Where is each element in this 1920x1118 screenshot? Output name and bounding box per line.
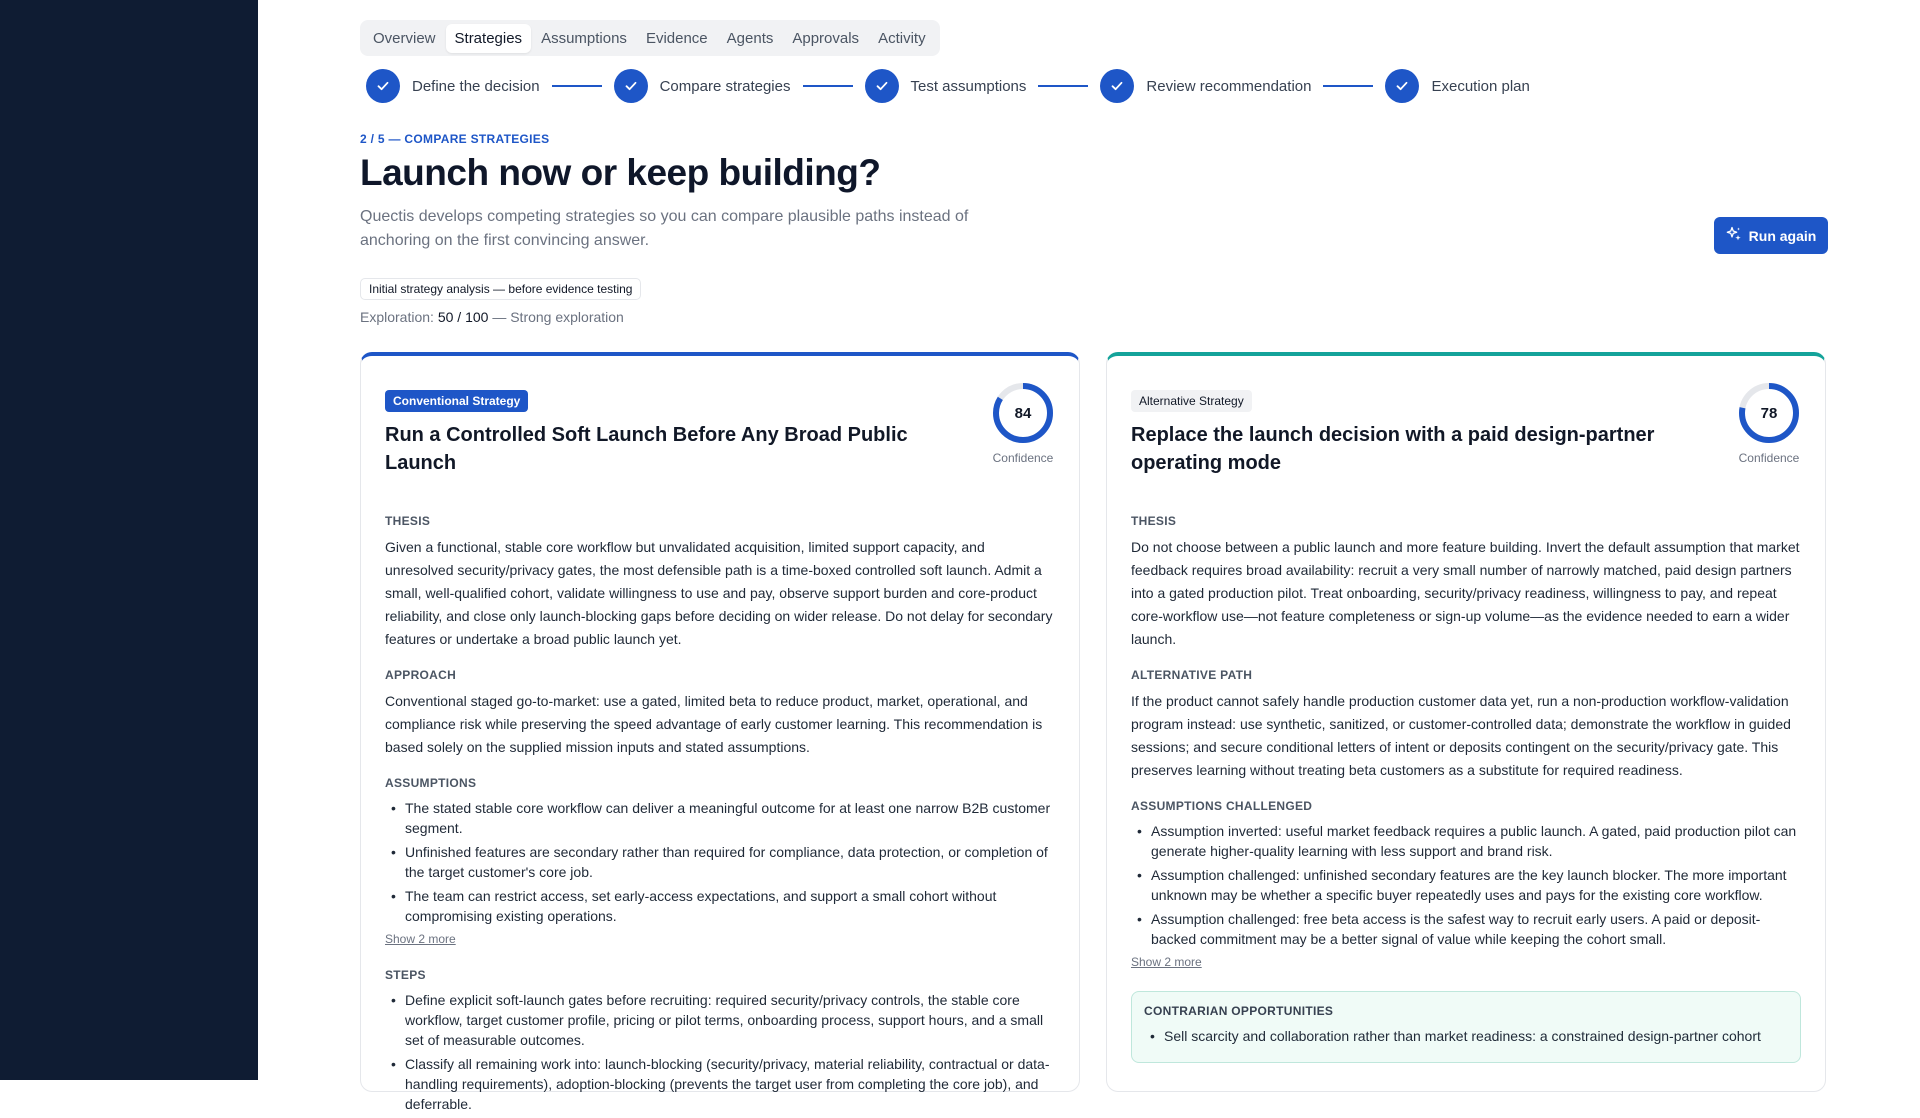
confidence-label: Confidence — [992, 451, 1054, 465]
section-heading: THESIS — [385, 514, 431, 528]
strategy-body — [1131, 514, 1801, 1063]
step-review-recommendation[interactable] — [1100, 69, 1311, 103]
exploration-description: — Strong exploration — [492, 309, 624, 325]
exploration-score — [360, 309, 624, 325]
step-label: Define the decision — [412, 77, 540, 95]
list-item: • Unfinished features are secondary rather than required for compliance, data protection, or completion of the target customer's core job. — [385, 842, 1055, 882]
strategy-card-conventional — [360, 352, 1080, 1112]
step-label: Review recommendation — [1146, 77, 1312, 95]
step-label: Execution plan — [1431, 77, 1530, 95]
section-heading: STEPS — [385, 968, 426, 982]
confidence-value: 78 — [1760, 404, 1778, 422]
step-label: Test assumptions — [910, 77, 1027, 95]
analysis-status-chip: Initial strategy analysis — before evidence testing — [360, 278, 641, 300]
approach-text: Conventional staged go-to-market: use a gated, limited beta to reduce product, market, operational, and compliance risk while preserving the speed advantage of early customer learning. This recommendation is based solely on the supplied mission inputs and stated assumptions. — [385, 693, 1043, 755]
confidence-label: Confidence — [1738, 451, 1800, 465]
step-connector — [803, 85, 853, 87]
section-heading: ALTERNATIVE PATH — [1131, 668, 1253, 682]
strategy-title: Replace the launch decision with a paid design-partner operating mode — [1131, 424, 1655, 474]
confidence-ring — [991, 381, 1055, 465]
page-title: Launch now or keep building? — [360, 152, 881, 193]
strategy-title: Run a Controlled Soft Launch Before Any Broad Public Launch — [385, 424, 908, 474]
step-compare-strategies[interactable] — [614, 69, 791, 103]
list-item: • Assumption inverted: useful market feedback requires a public launch. A gated, paid production pilot can generate higher-quality learning with less support and brand risk. — [1131, 821, 1801, 861]
step-label: Compare strategies — [659, 77, 791, 95]
step-connector — [1323, 85, 1373, 87]
page-subtitle: Quectis develops competing strategies so you can compare plausible paths instead of anchoring on the first convincing answer. — [360, 208, 969, 249]
run-again-label: Run again — [1748, 227, 1817, 244]
assumptions-challenged-list — [1131, 821, 1801, 949]
list-item: • Sell scarcity and collaboration rather than market readiness: a constrained design-partner cohort — [1144, 1026, 1788, 1046]
tab-approvals[interactable]: Approvals — [792, 29, 860, 47]
list-item: • Assumption challenged: free beta access is the safest way to recruit early users. A paid or deposit-backed commitment may be a better signal of value while keeping the cohort small. — [1131, 909, 1801, 949]
tab-overview[interactable]: Overview — [373, 29, 436, 47]
thesis-text: Do not choose between a public launch and more feature building. Invert the default assumption that market feedback requires broad availability: recruit a very small number of narrowly matched, paid design partners into a gated production pilot. Treat onboarding, security/privacy readiness, willingness to pay, and repeat core-workflow use—not feature completeness or sign-up volume—as the evidence needed to earn a wider launch. — [1131, 539, 1800, 647]
tab-activity[interactable]: Activity — [878, 29, 926, 47]
exploration-label: Exploration: — [360, 309, 434, 325]
step-connector — [1038, 85, 1088, 87]
tab-assumptions[interactable]: Assumptions — [541, 29, 627, 47]
contrarian-opportunities-box — [1131, 991, 1801, 1063]
tab-bar — [360, 20, 940, 56]
list-item: • Assumption challenged: unfinished secondary features are the key launch blocker. The more important unknown may be whether a specific buyer repeatedly uses and pays for the existing core workflow. — [1131, 865, 1801, 905]
list-item: • Define explicit soft-launch gates before recruiting: required security/privacy controls, the stable core workflow, target customer profile, pricing or pilot terms, onboarding process, support hours, and a small set of measurable outcomes. — [385, 990, 1055, 1050]
list-item: • The team can restrict access, set early-access expectations, and support a small cohort without compromising existing operations. — [385, 886, 1055, 926]
show-more-link[interactable]: Show 2 more — [385, 932, 456, 946]
thesis-text: Given a functional, stable core workflow but unvalidated acquisition, limited support capacity, and unresolved security/privacy gates, the most defensible path is a time-boxed controlled soft launch. Admit a small, well-qualified cohort, validate willingness to use and pay, observe support burden and core-product reliability, and close only launch-blocking gaps before deciding on wider release. Do not delay for secondary features or undertake a broad public launch yet. — [385, 539, 1053, 647]
strategy-type-badge: Conventional Strategy — [385, 390, 528, 412]
main-content — [360, 0, 1830, 1112]
step-define-decision[interactable] — [366, 69, 540, 103]
exploration-value: 50 / 100 — [437, 309, 489, 325]
show-more-link[interactable]: Show 2 more — [1131, 955, 1202, 969]
strategy-body — [385, 514, 1055, 1118]
section-heading: THESIS — [1131, 514, 1177, 528]
section-heading: APPROACH — [385, 668, 457, 682]
tab-agents[interactable]: Agents — [726, 29, 774, 47]
progress-stepper — [366, 69, 1530, 103]
steps-list — [385, 990, 1055, 1114]
alternative-path-text: If the product cannot safely handle production customer data yet, run a non-production workflow-validation program instead: use synthetic, sanitized, or customer-controlled data; demonstrate the workflow in guided sessions; and secure conditional letters of intent or deposits contingent on the security/privacy gate. This preserves learning without treating beta customers as a substitute for required readiness. — [1131, 693, 1791, 778]
section-heading: CONTRARIAN OPPORTUNITIES — [1144, 1004, 1334, 1018]
contrarian-list — [1144, 1026, 1788, 1046]
strategy-type-badge: Alternative Strategy — [1131, 390, 1252, 412]
sparkle-icon — [1726, 226, 1749, 245]
step-kicker: 2 / 5 — COMPARE STRATEGIES — [360, 132, 550, 146]
assumptions-list — [385, 798, 1055, 926]
step-connector — [552, 85, 602, 87]
section-heading: ASSUMPTIONS CHALLENGED — [1131, 799, 1313, 813]
step-test-assumptions[interactable] — [865, 69, 1027, 103]
strategy-card-alternative — [1106, 352, 1826, 1092]
section-heading: ASSUMPTIONS — [385, 776, 477, 790]
list-item: • Classify all remaining work into: launch-blocking (security/privacy, material reliability, contractual or data-handling requirements), adoption-blocking (prevents the target user from completing the core job), and deferrable. — [385, 1054, 1055, 1114]
run-again-button[interactable] — [1714, 217, 1828, 254]
tab-strategies[interactable]: Strategies — [446, 24, 532, 53]
sidebar — [0, 0, 258, 1080]
confidence-ring — [1737, 381, 1801, 465]
check-icon — [865, 69, 899, 103]
tab-evidence[interactable]: Evidence — [645, 29, 708, 47]
check-icon — [1385, 69, 1419, 103]
check-icon — [614, 69, 648, 103]
check-icon — [366, 69, 400, 103]
confidence-value: 84 — [1014, 404, 1032, 422]
step-execution-plan[interactable] — [1385, 69, 1529, 103]
list-item: • The stated stable core workflow can deliver a meaningful outcome for at least one narrow B2B customer segment. — [385, 798, 1055, 838]
check-icon — [1100, 69, 1134, 103]
